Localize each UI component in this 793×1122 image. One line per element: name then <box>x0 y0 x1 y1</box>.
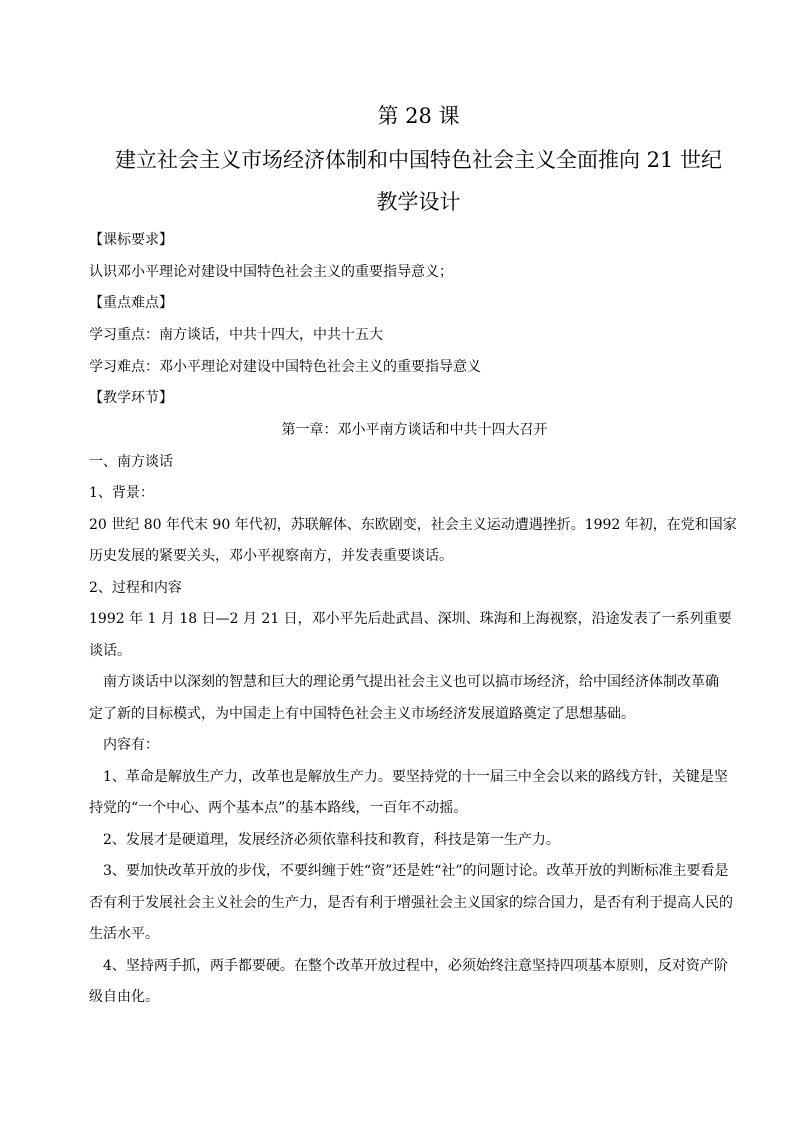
item-3-line-3: 生活水平。 <box>89 926 159 942</box>
background-heading: 1、背景： <box>89 485 154 501</box>
south-talk-line-2: 定了新的目标模式，为中国走上有中国特色社会主义市场经济发展道路奠定了思想基础。 <box>89 706 635 722</box>
south-talk-line-1: 南方谈话中以深刻的智慧和巨大的理论勇气提出社会主义也可以搞市场经济，给中国经济体制改革确 <box>103 674 719 690</box>
item-4-line-2: 级自由化。 <box>89 989 159 1005</box>
item-3-line-2: 否有利于发展社会主义社会的生产力，是否有利于增强社会主义国家的综合国力，是否有利于提高人民的 <box>89 895 733 911</box>
curriculum-heading: 【课标要求】 <box>89 232 173 248</box>
item-2-line-1: 2、发展才是硬道理，发展经济必须依靠科技和教育，科技是第一生产力。 <box>103 832 560 848</box>
section-heading: 一、南方谈话 <box>89 454 173 470</box>
background-line-2: 历史发展的紧要关头，邓小平视察南方，并发表重要谈话。 <box>89 548 453 564</box>
background-line-1: 20 世纪 80 年代末 90 年代初，苏联解体、东欧剧变，社会主义运动遭遇挫折。1992 年初，在党和国家 <box>89 517 737 533</box>
process-line-1: 1992 年 1 月 18 日—2 月 21 日，邓小平先后赴武昌、深圳、珠海和上海视察，沿途发表了一系列重要 <box>89 611 732 627</box>
curriculum-text: 认识邓小平理论对建设中国特色社会主义的重要指导意义； <box>89 264 453 280</box>
item-4-line-1: 4、坚持两手抓，两手都要硬。在整个改革开放过程中，必须始终注意坚持四项基本原则，反对资产阶 <box>103 958 728 974</box>
lesson-number: 第 28 课 <box>377 104 460 128</box>
key-difficult-heading: 【重点难点】 <box>89 295 173 311</box>
key-point: 学习重点：南方谈话，中共十四大，中共十五大 <box>89 327 383 343</box>
teaching-heading: 【教学环节】 <box>89 390 173 406</box>
item-3-line-1: 3、要加快改革开放的步伐，不要纠缠于姓“资”还是姓“社”的问题讨论。改革开放的判断标准主要看是 <box>103 863 729 879</box>
lesson-subtitle: 教学设计 <box>376 190 461 214</box>
content-heading: 内容有： <box>103 737 159 753</box>
lesson-title: 建立社会主义市场经济体制和中国特色社会主义全面推向 21 世纪 <box>114 148 723 172</box>
process-heading: 2、过程和内容 <box>89 580 182 596</box>
item-1-line-1: 1、革命是解放生产力，改革也是解放生产力。要坚持党的十一届三中全会以来的路线方针，关键是坚 <box>103 769 728 785</box>
item-1-line-2: 持党的“一个中心、两个基本点”的基本路线，一百年不动摇。 <box>89 800 468 816</box>
difficult-point: 学习难点：邓小平理论对建设中国特色社会主义的重要指导意义 <box>89 359 481 375</box>
chapter-title: 第一章：邓小平南方谈话和中共十四大召开 <box>281 422 548 438</box>
process-line-2: 谈话。 <box>89 643 131 659</box>
